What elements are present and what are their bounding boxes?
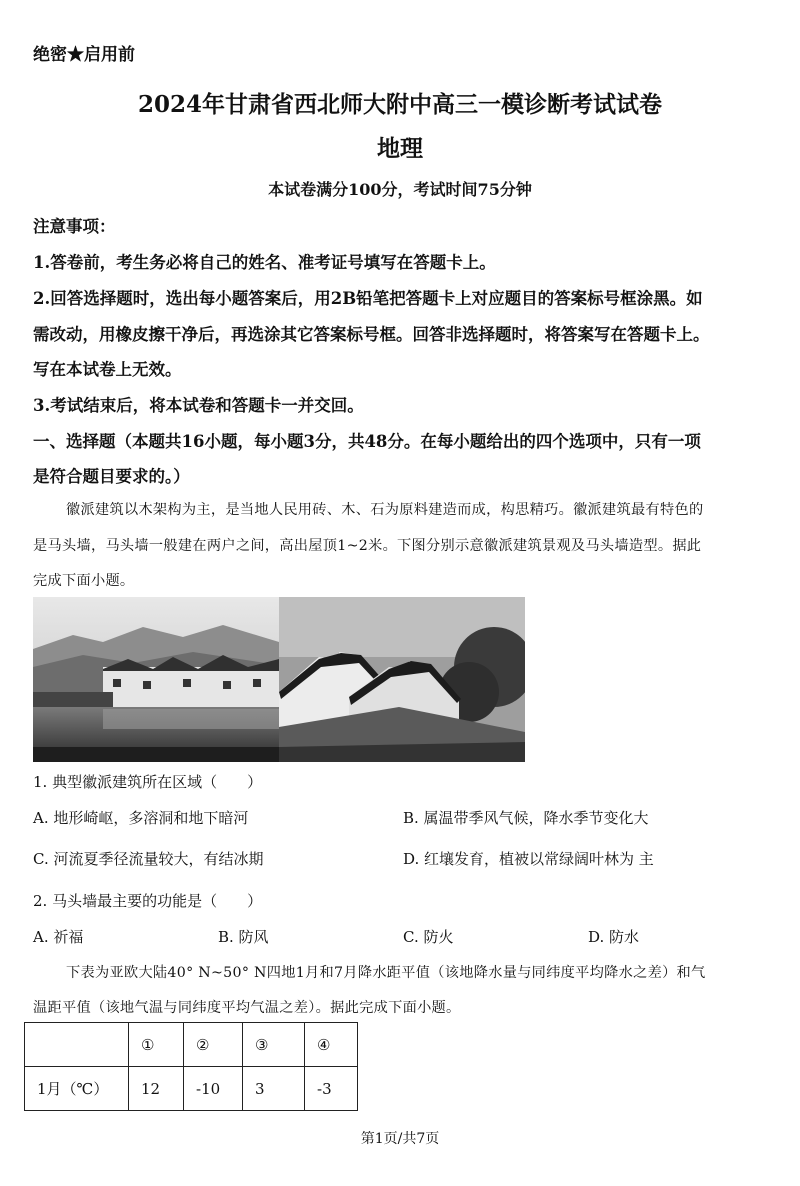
passage-line: 是马头墙，马头墙一般建在两户之间，高出屋顶1~2米。下图分别示意徽派建筑景观及马头墙造型。据此 (33, 538, 702, 554)
q1-option-b[interactable]: B. 属温带季风气候，降水季节变化大 (403, 809, 649, 827)
table-header-row (25, 1023, 358, 1067)
q1-option-a[interactable]: A. 地形崎岖，多溶洞和地下暗河 (33, 809, 249, 827)
q1-option-d[interactable]: D. 红壤发育，植被以常绿阔叶林为 主 (403, 850, 654, 868)
table-cell: 3 (243, 1067, 305, 1111)
passage-line: 完成下面小题。 (33, 573, 135, 589)
climate-anomaly-table (24, 1022, 358, 1111)
secret-label: 绝密★启用前 (33, 45, 135, 65)
section-heading: 一、选择题（本题共16小题，每小题3分，共48分。在每小题给出的四个选项中，只有一项 (33, 432, 701, 451)
exam-info: 本试卷满分100分，考试时间75分钟 (268, 180, 532, 199)
passage-line: 温距平值（该地气温与同纬度平均气温之差）。据此完成下面小题。 (33, 1000, 461, 1016)
passage-line: 下表为亚欧大陆40° N~50° N四地1月和7月降水距平值（该地降水量与同纬度平均降水之差）和气 (66, 965, 706, 981)
table-cell: -10 (184, 1067, 243, 1111)
table-cell: 12 (129, 1067, 184, 1111)
table-header-cell: ① (129, 1023, 184, 1067)
exam-title: 2024年甘肃省西北师大附中高三一模诊断考试试卷 (137, 91, 662, 118)
table-row (25, 1067, 358, 1111)
note-line: 1.答卷前，考生务必将自己的姓名、准考证号填写在答题卡上。 (33, 253, 496, 272)
section-heading-cont: 是符合题目要求的。） (33, 467, 190, 486)
table-header-cell (25, 1023, 129, 1067)
passage-line: 徽派建筑以木架构为主，是当地人民用砖、木、石为原料建造而成，构思精巧。徽派建筑最有特色的 (66, 502, 704, 518)
note-line: 需改动，用橡皮擦干净后，再选涂其它答案标号框。回答非选择题时，将答案写在答题卡上。 (33, 325, 710, 344)
note-line: 写在本试卷上无效。 (33, 360, 182, 379)
q2-option-a[interactable]: A. 祈福 (33, 928, 84, 946)
q2-option-c[interactable]: C. 防火 (403, 928, 454, 946)
horse-head-wall-photo (279, 597, 525, 762)
q2-option-b[interactable]: B. 防风 (218, 928, 269, 946)
q1-option-c[interactable]: C. 河流夏季径流量较大，有结冰期 (33, 850, 264, 868)
note-line: 3.考试结束后，将本试卷和答题卡一并交回。 (33, 396, 364, 415)
table-header-cell: ③ (243, 1023, 305, 1067)
q2-option-d[interactable]: D. 防水 (588, 928, 640, 946)
subject-title: 地理 (377, 135, 423, 162)
page-footer: 第1页/共7页 (360, 1131, 440, 1147)
huizhou-landscape-photo (33, 597, 279, 762)
question-1-stem: 1. 典型徽派建筑所在区域（ ） (33, 773, 263, 791)
table-cell: -3 (305, 1067, 358, 1111)
question-2-stem: 2. 马头墙最主要的功能是（ ） (33, 892, 263, 910)
table-cell: 1月（℃） (25, 1067, 129, 1111)
note-line: 2.回答选择题时，选出每小题答案后，用2B铅笔把答题卡上对应题目的答案标号框涂黑。如 (33, 289, 703, 308)
table-header-cell: ④ (305, 1023, 358, 1067)
notes-heading: 注意事项： (33, 217, 116, 236)
table-header-cell: ② (184, 1023, 243, 1067)
